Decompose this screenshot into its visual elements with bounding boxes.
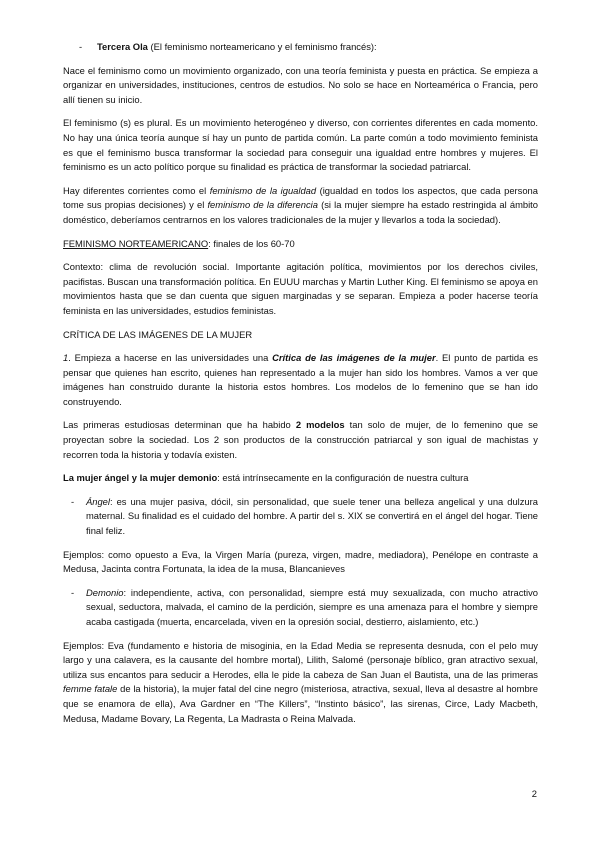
paragraph-ejemplos-angel: Ejemplos: como opuesto a Eva, la Virgen María (pureza, virgen, madre, mediadora), Penélope en contraste a Medusa, Jacinta contra Fortunata, la idea de la musa, Blancanieves [63,548,538,575]
paragraph-nace-feminismo: Nace el feminismo como un movimiento organizado, con una teoría feminista y puesta en práctica. Se empieza a organizar en universidades, instituciones, centros de estudios. No solo se hace en Norteamérica o Francia, pero allí tienen su inicio. [63,64,538,105]
paragraph-ejemplos-demonio [63,639,538,727]
item-number: 1 [63,352,69,364]
demonio-italic: Demonio [86,586,124,598]
bullet-demonio [63,586,538,630]
paragraph-dos-modelos [63,418,538,462]
bullet-dash: - [79,41,83,52]
feminismo-diferencia-italic: feminismo de la diferencia [207,199,318,211]
critica-text-2: . El punto de partida es pensar que quienes han escrito, quienes han representado a la mujer han sido los hombres. Vamos a ver que imágenes han construido durante la historia estos hombres. Los modelos de lo femenino que se han ido construyendo. [63,352,538,407]
corrientes-text-2: (igualdad en todos los aspectos, que cada persona tome sus propias decisiones) y el [63,184,538,211]
tercera-ola-bold: Tercera Ola [97,41,148,52]
heading-feminismo-norteamericano [63,237,538,252]
ejemplos-demonio-text-1: Ejemplos: Eva (fundamento e historia de misoginia, en la Edad Media se representa desnuda, con el pelo muy largo y una calavera, es la causante del hombre mortal), Lilith, Salomé (personaje bíblico, gran atractivo sexual, utiliza sus encantos para seducir a Herodes, ella le pide la cabeza de San Juan el Bautista, una de las primeras [63,639,538,680]
bullet-angel [63,495,538,539]
angel-italic: Ángel [86,495,110,507]
feminismo-igualdad-italic: feminismo de la igualdad [209,184,317,196]
paragraph-corrientes [63,184,538,228]
paragraph-contexto: Contexto: clima de revolución social. Importante agitación política, movimientos por los derechos civiles, pacifistas. Buscan una transformación política. En EUUU marchas y Martin Luther King. El feminismo se apoya en movimientos hasta que se dan cuenta que siguen marginadas y se separan. Empieza a poder hacerse teoría feminista en las universidades, estudios feministas. [63,261,538,316]
critica-text-1: . Empieza a hacerse en las universidades una [68,352,273,364]
heading-underlined: FEMINISMO NORTEAMERICANO [63,237,209,249]
page-number: 2 [531,788,537,799]
paragraph-angel-demonio [63,471,538,486]
corrientes-text-1: Hay diferentes corrientes como el [63,184,210,196]
dos-modelos-bold: 2 modelos [295,419,345,431]
bullet-dash: - [71,495,75,507]
paragraph-critica [63,351,538,409]
femme-fatale-italic: femme fatale [63,683,118,695]
demonio-text: : independiente, activa, con personalidad, siempre está muy sexualizada, con mucho atractivo sexual, seductora, malvada, el camino de la perdición, siempre es una amenaza para el hombre y siempre acaba castigada (muerta, encarcelada, viven en la opresión social, destierro, aislamiento, etc.) [86,586,538,627]
heading-rest: : finales de los 60-70 [208,237,295,249]
paragraph-feminismo-plural: El feminismo (s) es plural. Es un movimiento heterogéneo y diverso, con corrientes diferentes en cada momento. No hay una única teoría aunque sí hay un punto de partida común. La parte común a todo movimiento feminista es que el feminismo busca transformar la sociedad para conseguir una igualdad entre hombres y mujeres. El feminismo es un acto político porque su finalidad es práctica de transformar la sociedad patriarcal. [63,117,538,173]
heading-critica-imagenes: CRÍTICA DE LAS IMÁGENES DE LA MUJER [63,328,253,340]
modelos-text-2: tan solo de mujer, de lo femenino que se proyectan sobre la sociedad. Los 2 son productos de la construcción patriarcal y son igual de machistas y recorren toda la historia y todavía existen. [63,419,539,460]
angel-demonio-bold: La mujer ángel y la mujer demonio [63,472,218,484]
ejemplos-demonio-text-2: de la historia), la mujer fatal del cine negro (misteriosa, atractiva, sexual, lleva al desastre al hombre que se enamora de ella), Ava Gardner en “The Killers”, “Instinto básico”, las sirenas, Circe, Lady Macbeth, Medusa, Madame Bovary, La Regenta, La Madrasta o Reina Malvada. [63,683,538,724]
tercera-ola-text: (El feminismo norteamericano y el feminismo francés): [147,41,377,52]
critica-bold-italic: Crítica de las imágenes de la mujer [272,352,436,364]
bullet-dash: - [71,586,75,598]
angel-demonio-text: : está intrínsecamente en la configuración de nuestra cultura [217,472,469,484]
bullet-tercera-ola [63,40,538,55]
modelos-text-1: Las primeras estudiosas determinan que ha habido [63,419,296,431]
angel-text: : es una mujer pasiva, dócil, sin personalidad, que suele tener una belleza angelical y una dulzura maternal. Su finalidad es el cuidado del hombre. A partir del s. XIX se convertirá en el ángel del hogar. Tiene final feliz. [86,495,538,537]
corrientes-text-3: (si la mujer siempre ha estado restringida al ámbito doméstico, deberíamos centrarnos en los valores tradicionales de la mujer y llevarlos a toda la sociedad). [63,199,538,225]
